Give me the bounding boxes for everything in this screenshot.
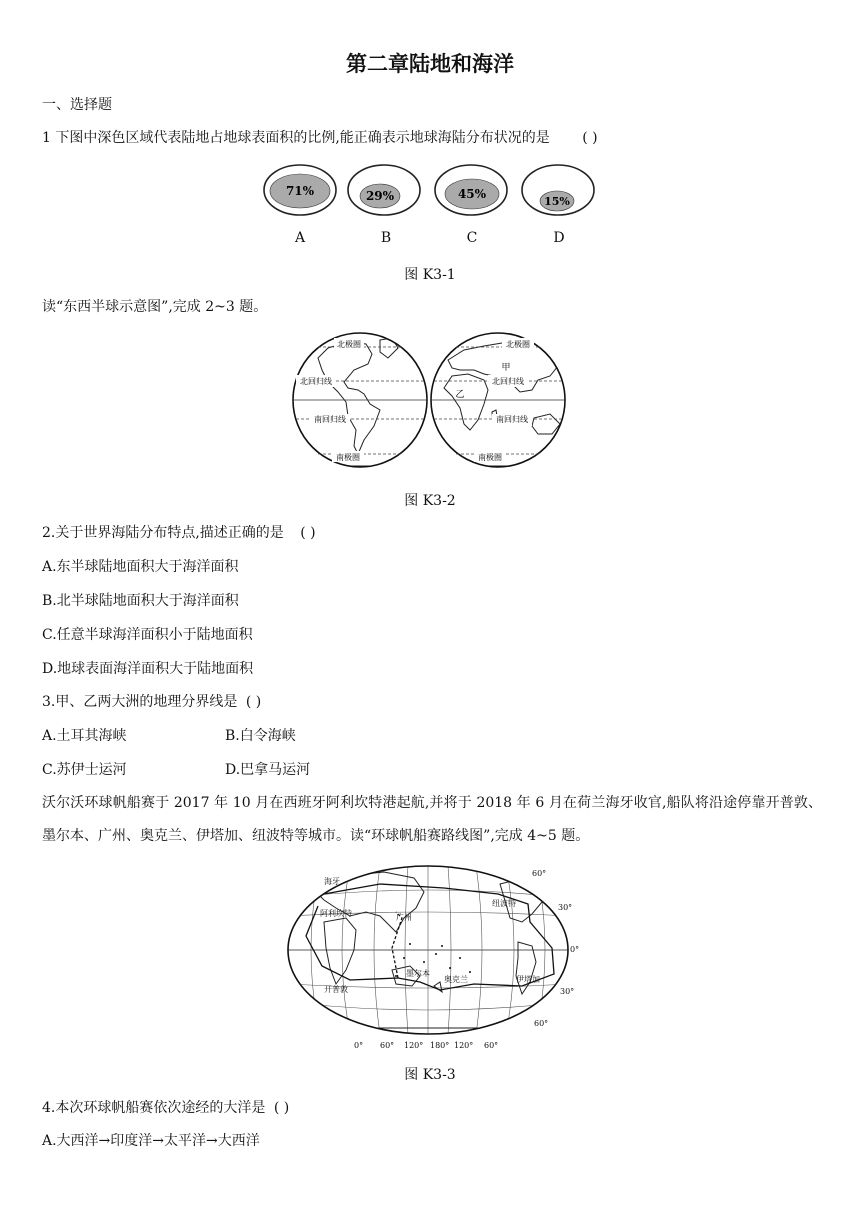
question-4 xyxy=(42,1098,289,1118)
ellipse-option-a xyxy=(264,165,336,215)
label-south-polar-circle-west: 南极圈 xyxy=(336,453,360,462)
ellipse-option-b xyxy=(348,165,420,215)
q4-option-a: A.大西洋→印度洋→太平洋→大西洋 xyxy=(42,1133,260,1149)
label-north-polar-circle-west: 北极圈 xyxy=(337,340,361,349)
lat-label-60s: 60° xyxy=(534,1019,549,1028)
option-label-c: C xyxy=(466,230,478,246)
q2-option-a: A.东半球陆地面积大于海洋面积 xyxy=(42,559,239,575)
lat-label-30s: 30° xyxy=(560,987,575,996)
city-label-auckland: 奥克兰 xyxy=(444,975,468,984)
figure-caption-2: 图 K3-2 xyxy=(404,493,456,509)
lon-label-120w: 120° xyxy=(454,1041,474,1050)
world-route-map xyxy=(284,858,582,1054)
lat-label-30n: 30° xyxy=(558,903,573,912)
city-label-newport: 纽波特 xyxy=(492,899,516,908)
lon-label-180: 180° xyxy=(430,1041,450,1050)
intro-text-2: 沃尔沃环球帆船赛于 2017 年 10 月在西班牙阿利坎特港起航,并将于 2018 年 6 月在荷兰海牙收官,船队将沿途停靠开普敦、墨尔本、广州、奥克兰、伊塔加、纽波特等城市。读“环球帆船赛路线图”,完成 4~5 题。 xyxy=(42,795,822,844)
city-label-itajai: 伊塔加 xyxy=(516,975,540,984)
city-label-alicante: 阿利坎特 xyxy=(320,909,352,918)
figure-caption-3: 图 K3-3 xyxy=(404,1067,456,1083)
page-title: 第二章陆地和海洋 xyxy=(346,52,514,76)
question-4-text: 4.本次环球帆船赛依次途经的大洋是 xyxy=(42,1100,266,1116)
land-ratio-figure xyxy=(262,160,602,220)
answer-paren: ( ) xyxy=(273,1100,290,1116)
city-label-hague: 海牙 xyxy=(324,877,340,886)
q3-option-a: A.土耳其海峡 xyxy=(42,728,127,744)
label-continent-jia: 甲 xyxy=(501,363,511,373)
percent-label-d: 15% xyxy=(544,195,570,208)
ellipse-option-d xyxy=(522,165,594,215)
city-label-melbourne: 墨尔本 xyxy=(406,969,430,978)
label-continent-yi: 乙 xyxy=(455,390,465,400)
question-1 xyxy=(42,128,598,148)
hemispheres-map xyxy=(288,330,570,470)
city-label-guangzhou: 广州 xyxy=(396,913,412,922)
section-heading: 一、选择题 xyxy=(42,97,112,113)
option-label-d: D xyxy=(553,230,565,246)
question-3-text: 3.甲、乙两大洲的地理分界线是 xyxy=(42,694,238,710)
figure-caption-1: 图 K3-1 xyxy=(404,267,456,283)
percent-label-a: 71% xyxy=(285,184,315,198)
q2-option-d: D.地球表面海洋面积大于陆地面积 xyxy=(42,661,254,677)
lon-label-0: 0° xyxy=(354,1041,364,1050)
lon-label-60w: 60° xyxy=(484,1041,499,1050)
answer-paren: ( ) xyxy=(582,130,598,146)
answer-paren: ( ) xyxy=(245,694,262,710)
question-2 xyxy=(42,523,316,543)
q3-option-d: D.巴拿马运河 xyxy=(225,762,311,778)
question-3 xyxy=(42,692,261,712)
label-north-polar-circle-east: 北极圈 xyxy=(506,340,530,349)
lat-label-0: 0° xyxy=(570,945,580,954)
question-2-text: 2.关于世界海陆分布特点,描述正确的是 xyxy=(42,525,284,541)
ellipse-option-c xyxy=(435,165,507,215)
eastern-hemisphere xyxy=(431,333,565,467)
city-label-capetown: 开普敦 xyxy=(324,985,348,994)
label-tropic-capricorn-west: 南回归线 xyxy=(314,415,346,424)
q2-option-b: B.北半球陆地面积大于海洋面积 xyxy=(42,593,239,609)
option-label-b: B xyxy=(380,230,392,246)
option-label-a: A xyxy=(294,230,306,246)
intro-text-1: 读“东西半球示意图”,完成 2~3 题。 xyxy=(42,299,268,315)
question-1-text: 1 下图中深色区域代表陆地占地球表面积的比例,能正确表示地球海陆分布状况的是 xyxy=(42,130,550,146)
q2-option-c: C.任意半球海洋面积小于陆地面积 xyxy=(42,627,253,643)
label-south-polar-circle-east: 南极圈 xyxy=(478,453,502,462)
q3-option-b: B.白令海峡 xyxy=(225,728,296,744)
lon-label-60e: 60° xyxy=(380,1041,395,1050)
percent-label-b: 29% xyxy=(365,189,395,203)
label-tropic-cancer-west: 北回归线 xyxy=(300,377,332,386)
label-tropic-cancer-east: 北回归线 xyxy=(492,377,524,386)
label-tropic-capricorn-east: 南回归线 xyxy=(496,415,528,424)
q3-option-c: C.苏伊士运河 xyxy=(42,762,127,778)
lon-label-120e: 120° xyxy=(404,1041,424,1050)
lat-label-60n: 60° xyxy=(532,869,547,878)
percent-label-c: 45% xyxy=(457,187,487,201)
western-hemisphere xyxy=(293,333,427,467)
answer-paren: ( ) xyxy=(300,525,316,541)
